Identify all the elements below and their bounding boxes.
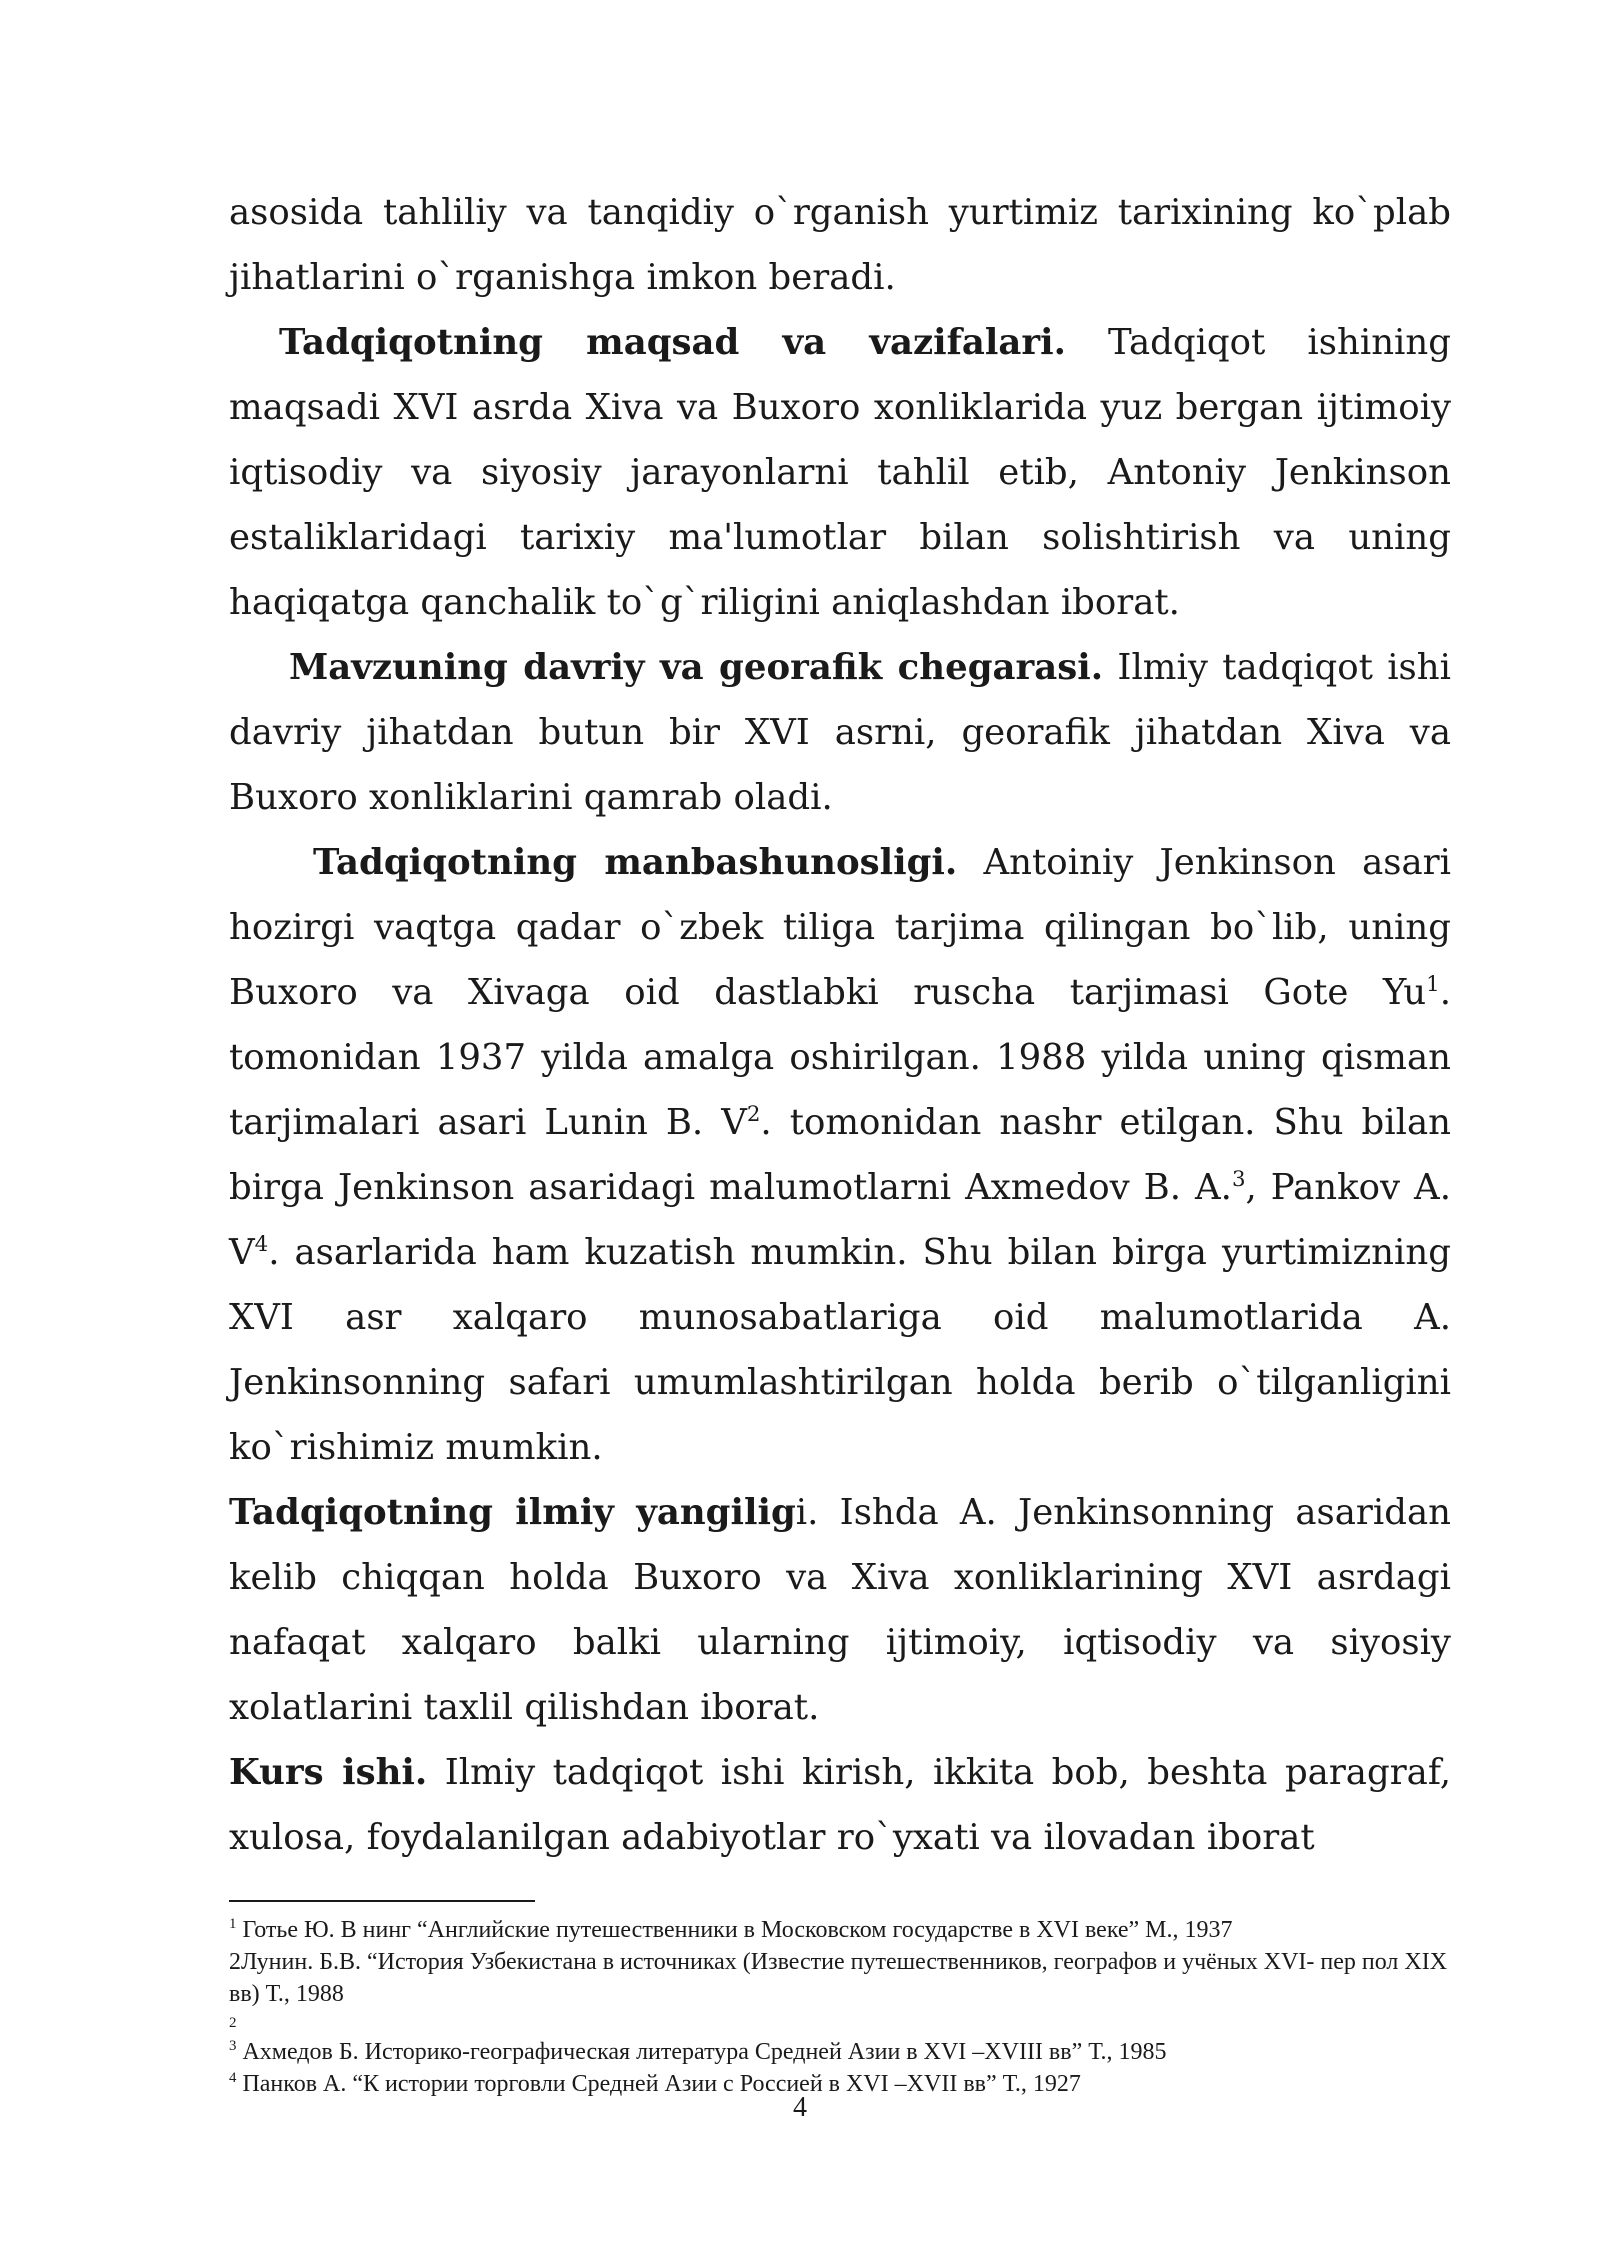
footnote-ref-1[interactable]: 1	[1426, 972, 1440, 998]
paragraph-text: Ilmiy tadqiqot ishi kirish, ikkita bob, beshta paragraf, xulosa, foydalanilgan adabiyotlar ro`yxati va ilovadan iborat	[229, 1752, 1451, 1858]
paragraph-heading: Tadqiqotning maqsad va vazifalari.	[279, 322, 1066, 363]
paragraph-text: . asarlarida ham kuzatish mumkin. Shu bilan birga yurtimizning XVI asr xalqaro munosabatlariga oid malumotlarida A. Jenkinsonning safari umumlashtirilgan holda berib o`tilganligini ko`rishimiz mumkin.	[229, 1232, 1451, 1468]
page-number: 4	[793, 2092, 807, 2123]
footnote-text: Панков А. “К истории торговли Средней Азии с Россией в XVI –XVII вв” Т., 1927	[236, 2071, 1081, 2097]
paragraph-heading: Tadqiqotning ilmiy yangilig	[229, 1492, 796, 1533]
footnote-text: 2Лунин. Б.В. “История Узбекистана в источниках (Известие путешественников, географов и учёных XVI- пер пол XIX вв) Т., 1988	[229, 1949, 1448, 2007]
paragraph-text: i. Ishda A. Jenkinsonning asaridan kelib chiqqan holda Buxoro va Xiva xonliklarining XVI asrdagi nafaqat xalqaro balki ularning ijtimoiy, iqtisodiy va siyosiy xolatlarini taxlil qilishdan iborat.	[229, 1492, 1451, 1728]
footnote-ref-4[interactable]: 4	[254, 1232, 269, 1258]
paragraph-intro-continuation	[229, 180, 1451, 310]
footnotes	[229, 1914, 1451, 2100]
footnote-1	[229, 1914, 1451, 1946]
paragraph-scope	[229, 635, 1451, 830]
footnote-2	[229, 1946, 1451, 2010]
paragraph-text: Ilmiy tadqiqot ishi davriy jihatdan butun bir XVI asrni, georafik jihatdan Xiva va Buxoro xonliklarini qamrab oladi.	[229, 647, 1451, 818]
paragraph-text: . tomonidan 1937 yilda amalga oshirilgan. 1988 yilda uning qisman tarjimalari asari Lunin B. V	[229, 972, 1451, 1143]
paragraph-text: , Pankov A. V	[229, 1167, 1451, 1273]
paragraph-heading: Kurs ishi.	[229, 1752, 428, 1793]
footnote-mark: 2	[229, 2015, 237, 2031]
footnote-text: Ахмедов Б. Историко-географическая литература Средней Азии в XVI –XVIII вв” Т., 1985	[236, 2039, 1167, 2065]
paragraph-text: asosida tahliliy va tanqidiy o`rganish yurtimiz tarixining ko`plab jihatlarini o`rganishga imkon beradi.	[229, 192, 1451, 298]
footnote-3	[229, 2036, 1451, 2068]
footnote-mark: 4	[229, 2070, 237, 2086]
paragraph-heading: Mavzuning davriy va georafik chegarasi.	[289, 647, 1104, 688]
paragraph-goals	[229, 310, 1451, 635]
footnote-separator	[229, 1900, 535, 1902]
footnote-text: Готье Ю. В нинг “Английские путешественники в Московском государстве в XVI веке” М., 1937	[236, 1917, 1233, 1943]
paragraph-novelty	[229, 1480, 1451, 1740]
paragraph-sources	[229, 830, 1451, 1480]
document-page	[229, 180, 1451, 2100]
footnote-ref-3[interactable]: 3	[1231, 1167, 1246, 1193]
paragraph-heading: Tadqiqotning manbashunosligi.	[313, 842, 958, 883]
footnote-mark: 3	[229, 2038, 237, 2054]
paragraph-text: Tadqiqot ishining maqsadi XVI asrda Xiva va Buxoro xonliklarida yuz bergan ijtimoiy iqtisodiy va siyosiy jarayonlarni tahlil etib, Antoniy Jenkinson estaliklaridagi tarixiy ma'lumotlar bilan solishtirish va uning haqiqatga qanchalik to`g`riligini aniqlashdan iborat.	[229, 322, 1451, 623]
footnote-mark: 1	[229, 1916, 237, 1932]
footnote-ref-2[interactable]: 2	[746, 1102, 761, 1128]
paragraph-text: Antoiniy Jenkinson asari hozirgi vaqtga qadar o`zbek tiliga tarjima qilingan bo`lib, uning Buxoro va Xivaga oid dastlabki ruscha tarjimasi Gote Yu	[229, 842, 1451, 1013]
body-text	[229, 180, 1451, 1870]
footnote-2-mark	[229, 2010, 1451, 2036]
paragraph-text: . tomonidan nashr etilgan. Shu bilan birga Jenkinson asaridagi malumotlarni Axmedov B. A.	[229, 1102, 1451, 1208]
paragraph-structure	[229, 1740, 1451, 1870]
